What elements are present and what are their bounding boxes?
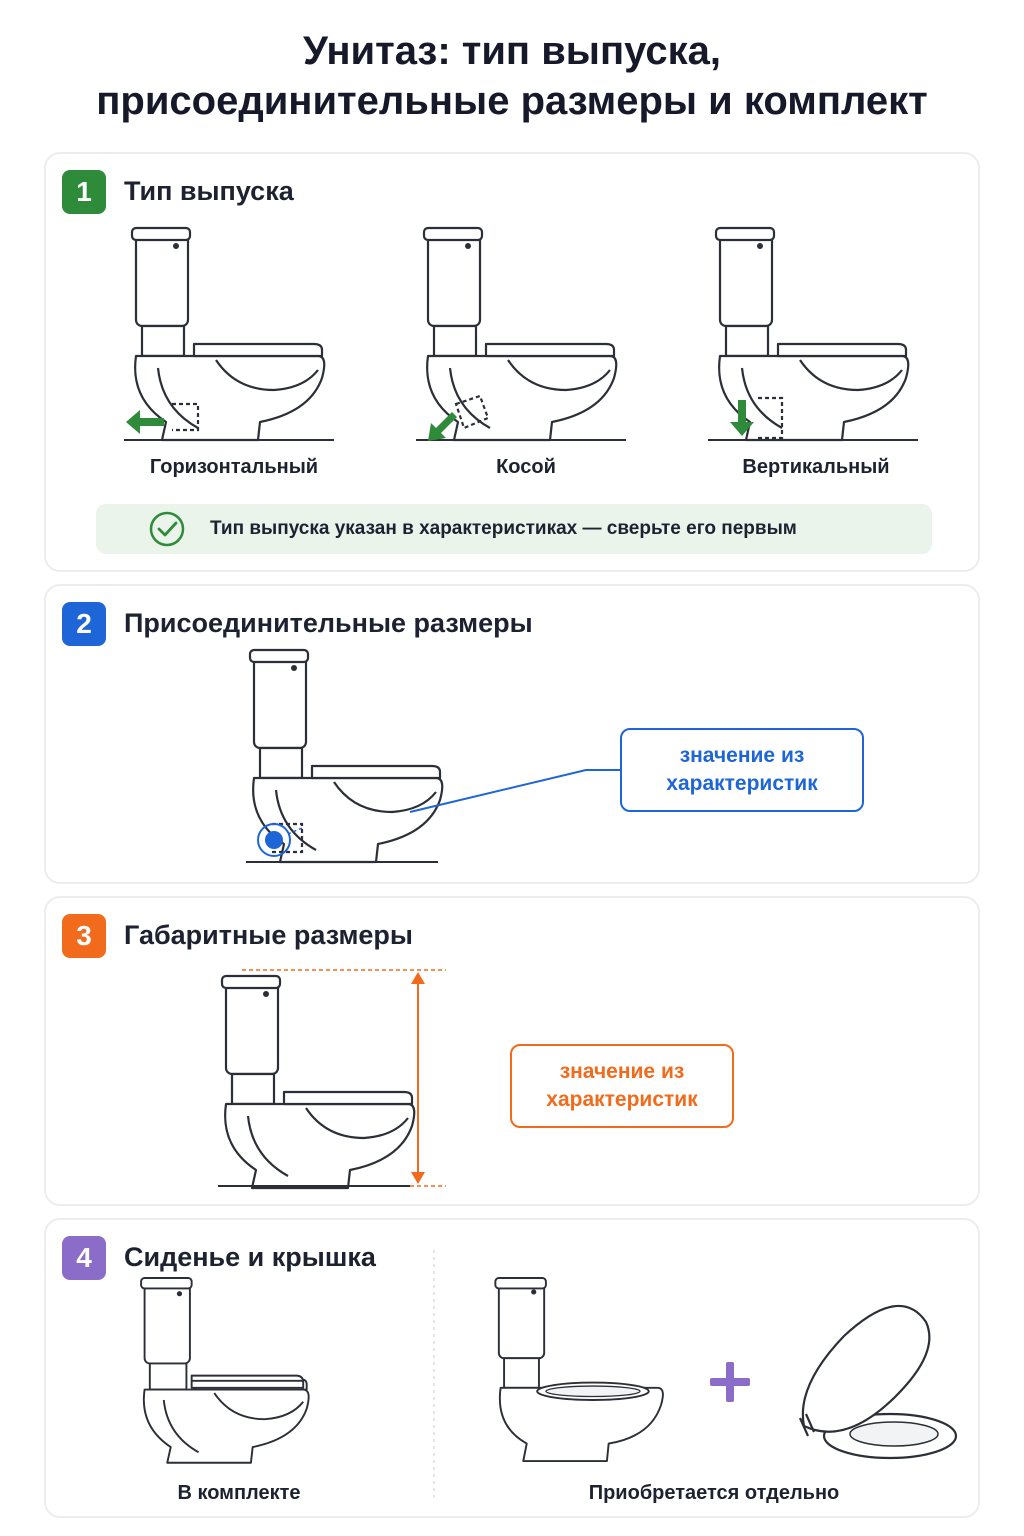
- section-2-badge: 2: [62, 602, 106, 646]
- outlet-type-vertical-label: Вертикальный: [742, 456, 890, 478]
- toilet-oblique-outlet: [416, 228, 636, 446]
- seat-and-lid-icon: [790, 1308, 960, 1468]
- page-title: [0, 26, 1024, 126]
- separate-label: Приобретается отдельно: [588, 1482, 840, 1504]
- connection-dimensions-callout: [620, 728, 864, 812]
- included-label: В комплекте: [177, 1482, 301, 1504]
- outlet-point-marker: [265, 831, 283, 849]
- page-title-line2: присоединительные размеры и комплект: [96, 79, 928, 123]
- outlet-type-note-text: Тип выпуска указан в характеристиках — сверьте его первым: [210, 518, 797, 539]
- outlet-type-oblique-label: Косой: [496, 456, 556, 478]
- toilet-horizontal-outlet: [124, 228, 344, 446]
- page-title-line1: Унитаз: тип выпуска,: [303, 29, 721, 73]
- toilet-vertical-outlet: [708, 228, 928, 446]
- diagonal-arrow-icon: [428, 412, 457, 441]
- callout-line1: значение из: [679, 744, 805, 767]
- callout-line2: характеристик: [546, 1088, 698, 1111]
- section-seat-and-lid: [44, 1218, 980, 1518]
- toilet-overall-diagram: [214, 970, 454, 1192]
- section-4-badge: 4: [62, 1236, 106, 1280]
- section-2-heading: Присоединительные размеры: [124, 608, 533, 638]
- section-4-heading: Сиденье и крышка: [124, 1242, 376, 1272]
- section-1-badge: 1: [62, 170, 106, 214]
- toilet-with-seat: [120, 1278, 340, 1468]
- connection-leader-line: [406, 766, 626, 846]
- plus-icon: [706, 1358, 754, 1406]
- overall-dimensions-callout: [510, 1044, 734, 1128]
- outlet-type-note: [96, 504, 932, 554]
- callout-line1: значение из: [559, 1060, 685, 1083]
- outlet-type-horizontal-label: Горизонтальный: [149, 456, 319, 478]
- section-3-badge: 3: [62, 914, 106, 958]
- section-1-heading: Тип выпуска: [124, 176, 294, 206]
- section-connection-dimensions: [44, 584, 980, 884]
- check-circle-icon: [148, 510, 186, 548]
- divider: [432, 1250, 436, 1500]
- callout-line2: характеристик: [666, 772, 818, 795]
- height-dimension-arrow: [411, 972, 425, 1184]
- section-overall-dimensions: [44, 896, 980, 1206]
- section-outlet-type: [44, 152, 980, 572]
- section-3-heading: Габаритные размеры: [124, 920, 413, 950]
- toilet-without-seat: [476, 1278, 696, 1468]
